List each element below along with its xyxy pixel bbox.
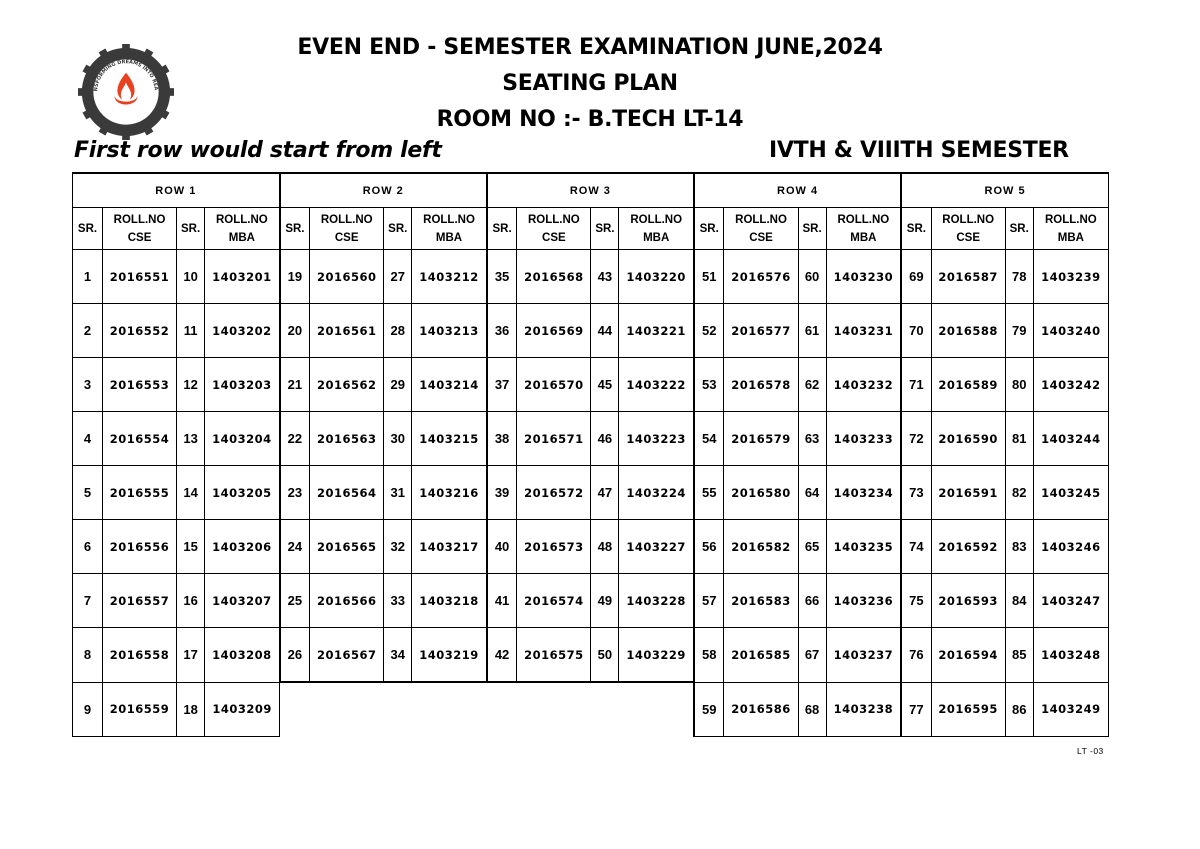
sr-cell: 56 bbox=[694, 520, 724, 574]
sr-cell: 57 bbox=[694, 574, 724, 628]
cse-roll-cell: 2016572 bbox=[517, 466, 591, 520]
mba-roll-cell: 1403206 bbox=[205, 520, 280, 574]
mba-roll-cell: 1403219 bbox=[412, 628, 487, 683]
mba-header: ROLL.NO MBA bbox=[1033, 208, 1108, 250]
sr-cell: 16 bbox=[177, 574, 205, 628]
sr-cell: 32 bbox=[384, 520, 412, 574]
sr-header: SR. bbox=[487, 208, 517, 250]
group-header: ROW 1 bbox=[73, 173, 280, 208]
cse-roll-cell: 2016553 bbox=[103, 358, 177, 412]
sr-cell: 6 bbox=[73, 520, 103, 574]
mba-roll-cell: 1403244 bbox=[1033, 412, 1108, 466]
sr-cell: 37 bbox=[487, 358, 517, 412]
cse-roll-cell: 2016587 bbox=[931, 250, 1005, 304]
sr-cell: 77 bbox=[901, 682, 931, 736]
cse-roll-cell: 2016580 bbox=[724, 466, 798, 520]
sr-cell: 44 bbox=[591, 304, 619, 358]
cse-roll-cell: 2016594 bbox=[931, 628, 1005, 683]
sr-cell: 67 bbox=[798, 628, 826, 683]
cse-roll-cell: 2016557 bbox=[103, 574, 177, 628]
mba-roll-cell: 1403221 bbox=[619, 304, 694, 358]
cse-roll-cell: 2016589 bbox=[931, 358, 1005, 412]
cse-roll-cell: 2016571 bbox=[517, 412, 591, 466]
sr-cell: 82 bbox=[1005, 466, 1033, 520]
mba-roll-cell: 1403231 bbox=[826, 304, 901, 358]
logo-arc-text: NSFORMING DREAMS INTO REA bbox=[93, 59, 159, 92]
mba-roll-cell: 1403236 bbox=[826, 574, 901, 628]
sr-cell: 47 bbox=[591, 466, 619, 520]
sr-header: SR. bbox=[798, 208, 826, 250]
cse-header: ROLL.NO CSE bbox=[517, 208, 591, 250]
mba-roll-cell: 1403248 bbox=[1033, 628, 1108, 683]
table-row bbox=[73, 466, 1109, 520]
plan-title: SEATING PLAN bbox=[502, 71, 678, 96]
sr-header: SR. bbox=[384, 208, 412, 250]
cse-roll-cell: 2016562 bbox=[310, 358, 384, 412]
sr-cell: 84 bbox=[1005, 574, 1033, 628]
mba-header: ROLL.NO MBA bbox=[826, 208, 901, 250]
mba-roll-cell: 1403237 bbox=[826, 628, 901, 683]
cse-header: ROLL.NO CSE bbox=[103, 208, 177, 250]
cse-header: ROLL.NO CSE bbox=[931, 208, 1005, 250]
mba-header: ROLL.NO MBA bbox=[205, 208, 280, 250]
sr-cell: 59 bbox=[694, 682, 724, 736]
sr-cell: 19 bbox=[280, 250, 310, 304]
mba-roll-cell: 1403223 bbox=[619, 412, 694, 466]
sr-cell: 43 bbox=[591, 250, 619, 304]
table-row bbox=[73, 520, 1109, 574]
sr-header: SR. bbox=[694, 208, 724, 250]
cse-roll-cell: 2016568 bbox=[517, 250, 591, 304]
cse-roll-cell: 2016575 bbox=[517, 628, 591, 683]
cse-roll-cell: 2016558 bbox=[103, 628, 177, 683]
mba-roll-cell: 1403245 bbox=[1033, 466, 1108, 520]
sr-cell: 36 bbox=[487, 304, 517, 358]
sr-cell: 17 bbox=[177, 628, 205, 683]
sr-cell: 64 bbox=[798, 466, 826, 520]
sr-cell: 38 bbox=[487, 412, 517, 466]
cse-roll-cell: 2016569 bbox=[517, 304, 591, 358]
sr-cell: 74 bbox=[901, 520, 931, 574]
sr-cell: 18 bbox=[177, 682, 205, 736]
sr-cell: 46 bbox=[591, 412, 619, 466]
mba-roll-cell: 1403230 bbox=[826, 250, 901, 304]
sr-header: SR. bbox=[591, 208, 619, 250]
mba-roll-cell: 1403242 bbox=[1033, 358, 1108, 412]
mba-roll-cell: 1403212 bbox=[412, 250, 487, 304]
sr-cell: 9 bbox=[73, 682, 103, 736]
sr-cell: 33 bbox=[384, 574, 412, 628]
group-header: ROW 2 bbox=[280, 173, 487, 208]
cse-roll-cell: 2016578 bbox=[724, 358, 798, 412]
sr-cell: 12 bbox=[177, 358, 205, 412]
sr-cell: 24 bbox=[280, 520, 310, 574]
mba-roll-cell: 1403215 bbox=[412, 412, 487, 466]
cse-header: ROLL.NO CSE bbox=[310, 208, 384, 250]
group-header: ROW 4 bbox=[694, 173, 901, 208]
sr-cell: 48 bbox=[591, 520, 619, 574]
cse-roll-cell: 2016586 bbox=[724, 682, 798, 736]
sr-cell: 78 bbox=[1005, 250, 1033, 304]
sr-cell: 10 bbox=[177, 250, 205, 304]
cse-roll-cell: 2016577 bbox=[724, 304, 798, 358]
gear-ring bbox=[78, 44, 174, 140]
cse-roll-cell: 2016585 bbox=[724, 628, 798, 683]
sr-cell: 81 bbox=[1005, 412, 1033, 466]
sr-cell: 85 bbox=[1005, 628, 1033, 683]
room-title: ROOM NO :- B.TECH LT-14 bbox=[436, 107, 744, 132]
cse-roll-cell: 2016563 bbox=[310, 412, 384, 466]
sr-header: SR. bbox=[280, 208, 310, 250]
sr-cell: 8 bbox=[73, 628, 103, 683]
cse-roll-cell: 2016579 bbox=[724, 412, 798, 466]
sr-cell: 70 bbox=[901, 304, 931, 358]
sr-cell: 42 bbox=[487, 628, 517, 683]
cse-roll-cell: 2016559 bbox=[103, 682, 177, 736]
cse-roll-cell: 2016595 bbox=[931, 682, 1005, 736]
sr-cell: 40 bbox=[487, 520, 517, 574]
sr-cell: 73 bbox=[901, 466, 931, 520]
sr-cell: 2 bbox=[73, 304, 103, 358]
sr-cell: 11 bbox=[177, 304, 205, 358]
cse-roll-cell: 2016573 bbox=[517, 520, 591, 574]
mba-roll-cell: 1403247 bbox=[1033, 574, 1108, 628]
sr-cell: 75 bbox=[901, 574, 931, 628]
sr-cell: 35 bbox=[487, 250, 517, 304]
sr-cell: 63 bbox=[798, 412, 826, 466]
cse-roll-cell: 2016566 bbox=[310, 574, 384, 628]
sr-cell: 62 bbox=[798, 358, 826, 412]
sr-cell: 1 bbox=[73, 250, 103, 304]
mba-header: ROLL.NO MBA bbox=[412, 208, 487, 250]
mba-roll-cell: 1403204 bbox=[205, 412, 280, 466]
sr-cell: 29 bbox=[384, 358, 412, 412]
semester-label: IVTH & VIIITH SEMESTER bbox=[769, 138, 1069, 163]
cse-roll-cell: 2016583 bbox=[724, 574, 798, 628]
sr-cell: 52 bbox=[694, 304, 724, 358]
cse-roll-cell: 2016588 bbox=[931, 304, 1005, 358]
cse-roll-cell: 2016593 bbox=[931, 574, 1005, 628]
column-header-row bbox=[73, 208, 1109, 250]
cse-roll-cell: 2016551 bbox=[103, 250, 177, 304]
mba-roll-cell: 1403239 bbox=[1033, 250, 1108, 304]
mba-roll-cell: 1403205 bbox=[205, 466, 280, 520]
mba-roll-cell: 1403229 bbox=[619, 628, 694, 683]
cse-roll-cell: 2016590 bbox=[931, 412, 1005, 466]
sr-cell: 31 bbox=[384, 466, 412, 520]
sr-header: SR. bbox=[901, 208, 931, 250]
cse-roll-cell: 2016564 bbox=[310, 466, 384, 520]
mba-header: ROLL.NO MBA bbox=[619, 208, 694, 250]
sr-cell: 61 bbox=[798, 304, 826, 358]
cse-roll-cell: 2016554 bbox=[103, 412, 177, 466]
cse-roll-cell: 2016582 bbox=[724, 520, 798, 574]
mba-roll-cell: 1403235 bbox=[826, 520, 901, 574]
group-header: ROW 3 bbox=[487, 173, 694, 208]
sr-cell: 27 bbox=[384, 250, 412, 304]
mba-roll-cell: 1403203 bbox=[205, 358, 280, 412]
cse-roll-cell: 2016574 bbox=[517, 574, 591, 628]
mba-roll-cell: 1403201 bbox=[205, 250, 280, 304]
cse-roll-cell: 2016555 bbox=[103, 466, 177, 520]
sr-cell: 72 bbox=[901, 412, 931, 466]
mba-roll-cell: 1403228 bbox=[619, 574, 694, 628]
graphic-era-logo bbox=[78, 44, 174, 140]
cse-roll-cell: 2016591 bbox=[931, 466, 1005, 520]
sr-cell: 22 bbox=[280, 412, 310, 466]
sr-cell: 86 bbox=[1005, 682, 1033, 736]
sr-cell: 76 bbox=[901, 628, 931, 683]
mba-roll-cell: 1403232 bbox=[826, 358, 901, 412]
sr-cell: 39 bbox=[487, 466, 517, 520]
group-header: ROW 5 bbox=[901, 173, 1108, 208]
sr-cell: 41 bbox=[487, 574, 517, 628]
group-header-row bbox=[73, 173, 1109, 208]
sr-cell: 58 bbox=[694, 628, 724, 683]
sr-cell: 66 bbox=[798, 574, 826, 628]
sr-cell: 49 bbox=[591, 574, 619, 628]
mba-roll-cell: 1403207 bbox=[205, 574, 280, 628]
table-row bbox=[73, 628, 1109, 683]
sr-header: SR. bbox=[73, 208, 103, 250]
sr-cell: 45 bbox=[591, 358, 619, 412]
mba-roll-cell: 1403209 bbox=[205, 682, 280, 736]
sr-cell: 60 bbox=[798, 250, 826, 304]
sr-cell: 20 bbox=[280, 304, 310, 358]
mba-roll-cell: 1403233 bbox=[826, 412, 901, 466]
empty-cell bbox=[280, 682, 694, 736]
mba-roll-cell: 1403234 bbox=[826, 466, 901, 520]
table-row bbox=[73, 250, 1109, 304]
mba-roll-cell: 1403217 bbox=[412, 520, 487, 574]
table-row bbox=[73, 412, 1109, 466]
table-row bbox=[73, 682, 1109, 736]
mba-roll-cell: 1403240 bbox=[1033, 304, 1108, 358]
cse-roll-cell: 2016592 bbox=[931, 520, 1005, 574]
sr-cell: 69 bbox=[901, 250, 931, 304]
mba-roll-cell: 1403208 bbox=[205, 628, 280, 683]
sr-cell: 50 bbox=[591, 628, 619, 683]
sr-cell: 80 bbox=[1005, 358, 1033, 412]
mba-roll-cell: 1403214 bbox=[412, 358, 487, 412]
mba-roll-cell: 1403222 bbox=[619, 358, 694, 412]
sr-cell: 13 bbox=[177, 412, 205, 466]
cse-roll-cell: 2016576 bbox=[724, 250, 798, 304]
exam-title: EVEN END - SEMESTER EXAMINATION JUNE,2024 bbox=[297, 35, 883, 60]
sr-cell: 7 bbox=[73, 574, 103, 628]
page-code: LT -03 bbox=[1077, 746, 1104, 756]
sr-cell: 71 bbox=[901, 358, 931, 412]
sr-cell: 79 bbox=[1005, 304, 1033, 358]
sr-cell: 23 bbox=[280, 466, 310, 520]
sr-header: SR. bbox=[1005, 208, 1033, 250]
mba-roll-cell: 1403238 bbox=[826, 682, 901, 736]
mba-roll-cell: 1403224 bbox=[619, 466, 694, 520]
sr-cell: 14 bbox=[177, 466, 205, 520]
mba-roll-cell: 1403213 bbox=[412, 304, 487, 358]
sr-cell: 3 bbox=[73, 358, 103, 412]
sr-cell: 5 bbox=[73, 466, 103, 520]
sr-cell: 54 bbox=[694, 412, 724, 466]
sr-cell: 51 bbox=[694, 250, 724, 304]
sr-cell: 55 bbox=[694, 466, 724, 520]
sr-header: SR. bbox=[177, 208, 205, 250]
cse-roll-cell: 2016565 bbox=[310, 520, 384, 574]
mba-roll-cell: 1403220 bbox=[619, 250, 694, 304]
mba-roll-cell: 1403249 bbox=[1033, 682, 1108, 736]
cse-roll-cell: 2016561 bbox=[310, 304, 384, 358]
mba-roll-cell: 1403216 bbox=[412, 466, 487, 520]
table-row bbox=[73, 574, 1109, 628]
table-row bbox=[73, 304, 1109, 358]
cse-roll-cell: 2016567 bbox=[310, 628, 384, 683]
cse-roll-cell: 2016556 bbox=[103, 520, 177, 574]
cse-header: ROLL.NO CSE bbox=[724, 208, 798, 250]
start-note: First row would start from left bbox=[74, 138, 442, 163]
sr-cell: 30 bbox=[384, 412, 412, 466]
table-row bbox=[73, 358, 1109, 412]
sr-cell: 15 bbox=[177, 520, 205, 574]
sr-cell: 25 bbox=[280, 574, 310, 628]
mba-roll-cell: 1403202 bbox=[205, 304, 280, 358]
logo-name: GRAPHIC ERA bbox=[100, 102, 152, 123]
seating-table bbox=[72, 172, 1109, 737]
sr-cell: 65 bbox=[798, 520, 826, 574]
cse-roll-cell: 2016560 bbox=[310, 250, 384, 304]
sr-cell: 68 bbox=[798, 682, 826, 736]
sr-cell: 21 bbox=[280, 358, 310, 412]
mba-roll-cell: 1403227 bbox=[619, 520, 694, 574]
sr-cell: 34 bbox=[384, 628, 412, 683]
cse-roll-cell: 2016552 bbox=[103, 304, 177, 358]
sr-cell: 53 bbox=[694, 358, 724, 412]
sr-cell: 26 bbox=[280, 628, 310, 683]
sr-cell: 4 bbox=[73, 412, 103, 466]
sr-cell: 83 bbox=[1005, 520, 1033, 574]
header-titles bbox=[260, 30, 920, 138]
mba-roll-cell: 1403218 bbox=[412, 574, 487, 628]
sr-cell: 28 bbox=[384, 304, 412, 358]
mba-roll-cell: 1403246 bbox=[1033, 520, 1108, 574]
cse-roll-cell: 2016570 bbox=[517, 358, 591, 412]
